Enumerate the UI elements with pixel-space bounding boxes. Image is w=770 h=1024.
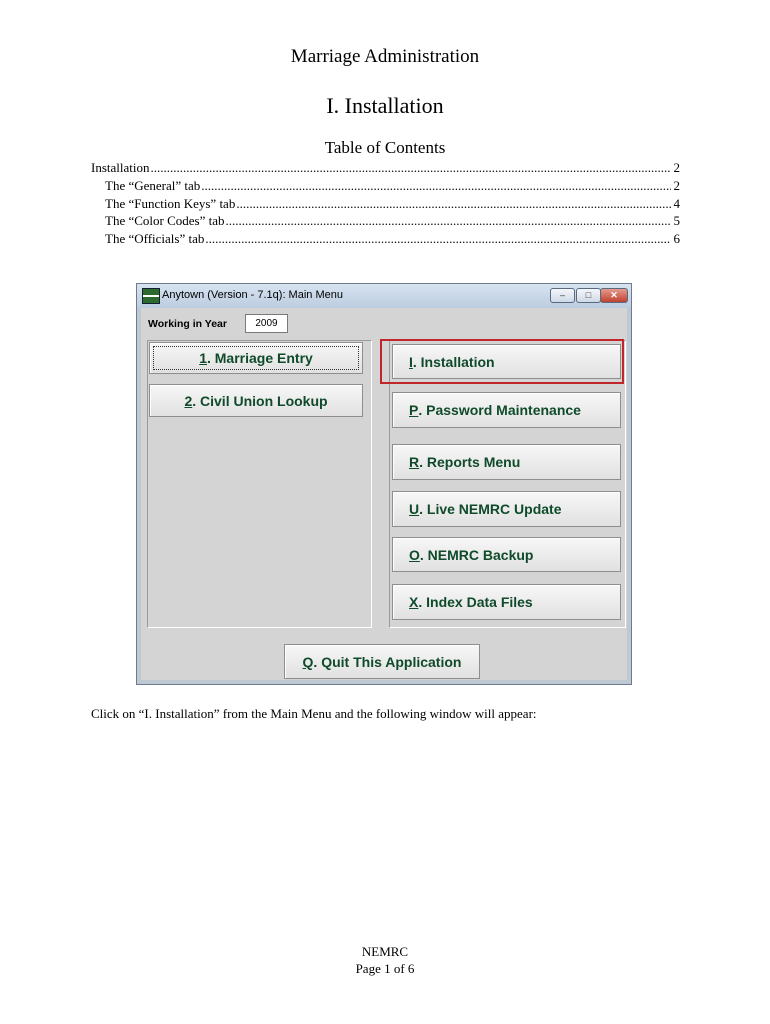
table-of-contents <box>91 160 680 249</box>
installation-button[interactable]: I . Installation <box>392 344 621 379</box>
quit-application-button[interactable]: Q . Quit This Application <box>284 644 480 679</box>
toc-title: Table of Contents <box>324 138 446 157</box>
toc-entry-label: The “Officials” tab <box>105 231 205 247</box>
instruction-text: Click on “I. Installation” from the Main Menu and the following window will appear: <box>91 706 537 721</box>
toc-entry-page: 6 <box>673 231 680 247</box>
reports-menu-button[interactable]: R . Reports Menu <box>392 444 621 480</box>
footer-org: NEMRC <box>361 944 409 959</box>
live-nemrc-update-button[interactable]: U . Live NEMRC Update <box>392 491 621 527</box>
app-icon <box>142 288 160 304</box>
close-button[interactable]: ✕ <box>600 288 628 303</box>
nemrc-backup-button[interactable]: O . NEMRC Backup <box>392 537 621 572</box>
maximize-button[interactable]: □ <box>576 288 601 303</box>
toc-leader-dots <box>201 178 671 194</box>
index-data-files-button[interactable]: X . Index Data Files <box>392 584 621 620</box>
page-footer <box>0 943 770 977</box>
toc-entry-page: 5 <box>673 213 680 229</box>
toc-leader-dots <box>151 160 672 176</box>
section-title: I. Installation <box>326 93 444 118</box>
working-year-field[interactable]: 2009 <box>245 314 288 333</box>
toc-entry-officials-tab[interactable] <box>91 231 680 249</box>
window-titlebar[interactable] <box>137 284 631 308</box>
installation-highlight-box <box>380 339 624 384</box>
toc-entry-page: 2 <box>673 160 680 175</box>
toc-entry-label: The “General” tab <box>105 177 201 193</box>
toc-leader-dots <box>226 213 672 229</box>
toc-entry-page: 4 <box>673 195 680 211</box>
toc-entry-general-tab[interactable] <box>91 178 680 196</box>
toc-entry-label: The “Color Codes” tab <box>105 213 225 229</box>
toc-leader-dots <box>236 196 671 212</box>
toc-leader-dots <box>205 231 671 247</box>
toc-entry-function-keys-tab[interactable] <box>91 196 680 214</box>
civil-union-lookup-button[interactable]: 2 . Civil Union Lookup <box>149 384 363 417</box>
marriage-entry-button[interactable]: 1 . Marriage Entry <box>149 342 363 374</box>
minimize-button[interactable]: – <box>550 288 575 303</box>
toc-entry-page: 2 <box>673 177 680 193</box>
window-title: Anytown (Version - 7.1q): Main Menu <box>162 289 343 301</box>
footer-page-number: Page 1 of 6 <box>355 961 415 976</box>
document-title: Marriage Administration <box>290 46 480 67</box>
working-year-label: Working in Year <box>148 318 227 330</box>
toc-entry-color-codes-tab[interactable] <box>91 213 680 231</box>
password-maintenance-button[interactable]: P . Password Maintenance <box>392 392 621 428</box>
toc-entry-label: Installation <box>91 160 150 175</box>
toc-entry-installation[interactable] <box>91 160 680 178</box>
toc-entry-label: The “Function Keys” tab <box>105 195 236 211</box>
